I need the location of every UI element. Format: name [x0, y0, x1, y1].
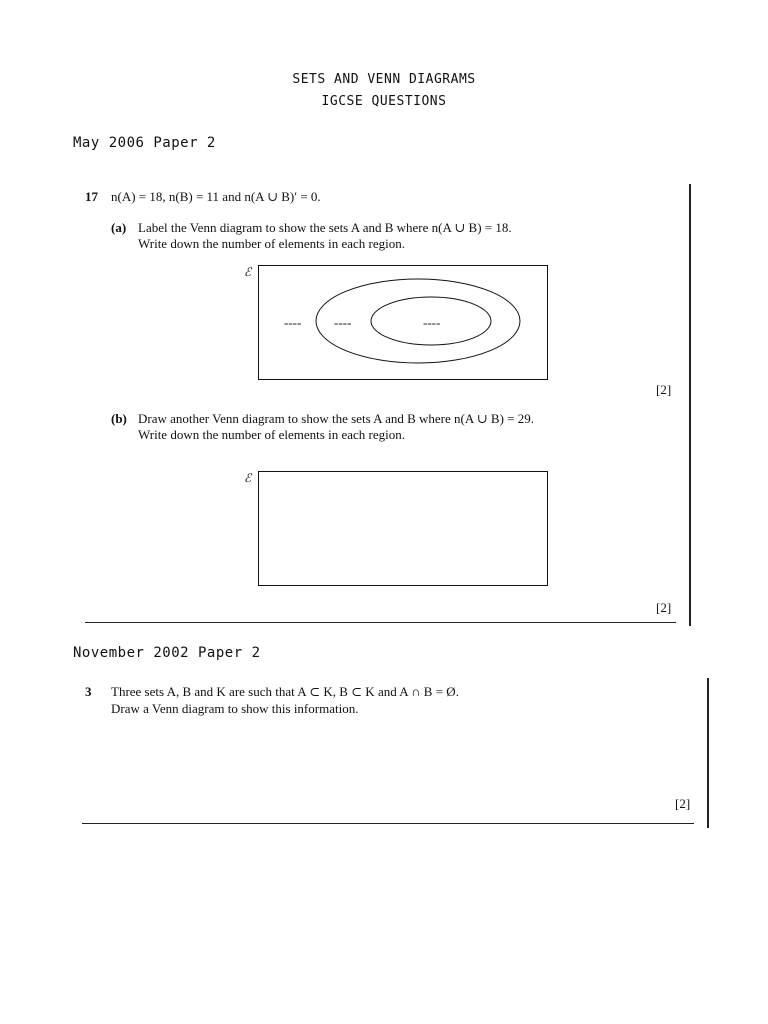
part-a-text-line2: Write down the number of elements in each region. [138, 236, 405, 251]
question-text: n(A) = 18, n(B) = 11 and n(A ∪ B)′ = 0. [111, 189, 321, 204]
question-3-text: Three sets A, B and K are such that A ⊂ K, B ⊂ K and A ∩ B = Ø. [111, 684, 459, 699]
section-heading-nov-2002: November 2002 Paper 2 [73, 645, 261, 661]
question-number-3: 3 [85, 684, 92, 699]
question-number: 17 [85, 189, 98, 204]
region-blank-outside: ---- [284, 315, 302, 330]
marks-part-a: [2] [656, 382, 672, 397]
section-divider-1 [85, 622, 676, 623]
region-blank-inner: ---- [423, 315, 441, 330]
universal-set-symbol-b: ℰ [244, 471, 252, 485]
universal-set-symbol: ℰ [244, 265, 252, 279]
venn-diagram-b-box [258, 471, 549, 587]
part-a-text-line1: Label the Venn diagram to show the sets A and B where n(A ∪ B) = 18. [138, 220, 512, 235]
part-a-label: (a) [111, 220, 127, 235]
page-title-line1: SETS AND VENN DIAGRAMS [292, 72, 476, 87]
margin-line [689, 184, 691, 626]
universal-set-rectangle-b [259, 472, 548, 586]
part-b-text-line2: Write down the number of elements in each region. [138, 427, 405, 442]
marks-part-b: [2] [656, 600, 672, 615]
region-blank-outer: ---- [334, 315, 352, 330]
margin-line-2 [707, 678, 709, 828]
marks-question-3: [2] [675, 796, 691, 811]
page-title-line2: IGCSE QUESTIONS [321, 94, 447, 109]
question-3-text-line2: Draw a Venn diagram to show this information. [111, 701, 359, 716]
part-b-text-line1: Draw another Venn diagram to show the sets A and B where n(A ∪ B) = 29. [138, 411, 534, 426]
part-b-label: (b) [111, 411, 127, 426]
section-divider-2 [82, 823, 694, 824]
section-heading-may-2006: May 2006 Paper 2 [73, 135, 216, 151]
venn-diagram-a [258, 265, 549, 381]
